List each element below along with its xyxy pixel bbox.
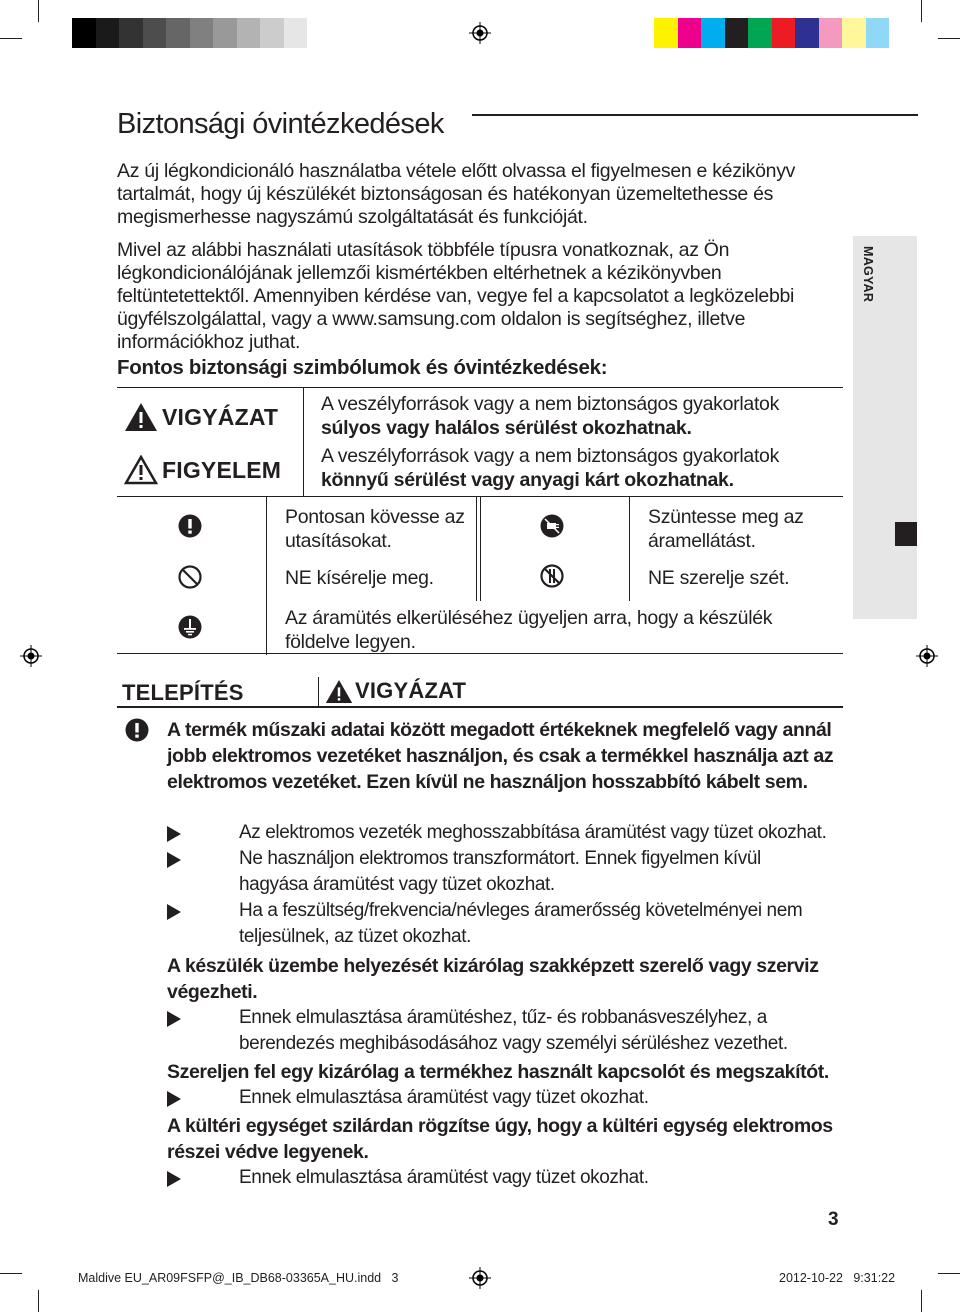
install-item-2: A készülék üzembe helyezését kizárólag szakképzett szerelő vagy szerviz végezheti. [167, 955, 819, 1003]
color-swatch [795, 18, 819, 48]
bullet-arrow-icon [167, 1091, 181, 1107]
side-tab-label: MAGYAR [861, 246, 875, 303]
table-divider [476, 497, 477, 601]
table-divider [303, 388, 304, 496]
crop-mark [938, 1273, 960, 1274]
bullet-arrow-icon [167, 904, 181, 920]
bullet-item: Az elektromos vezeték meghosszabbítása áramütést vagy tüzet okozhat. [167, 820, 847, 846]
crop-mark [938, 38, 960, 39]
crop-mark [921, 1290, 922, 1312]
section-rule [117, 706, 843, 708]
bullet-arrow-icon [167, 1011, 181, 1027]
crop-mark [921, 0, 922, 22]
mandatory-exclamation-icon [125, 718, 149, 742]
section-divider [318, 677, 319, 707]
bullet-item: Ennek elmulasztása áramütést vagy tüzet okozhat. [167, 1085, 847, 1111]
symbol-unplug-text: Szüntesse meg az áramellátást. [648, 506, 804, 552]
ground-icon [178, 615, 202, 639]
registration-mark-icon [469, 1267, 491, 1289]
page-title: Biztonsági óvintézkedések [117, 108, 444, 140]
install-item-3: Szereljen fel egy kizárólag a termékhez használt kapcsolót és megszakítót. [167, 1061, 829, 1083]
warning-text-vigyazat: A veszélyforrások vagy a nem biztonságos gyakorlatok súlyos vagy halálos sérülést okozhatnak. [321, 393, 780, 439]
registration-mark-icon [469, 22, 491, 44]
color-swatch [819, 18, 843, 48]
footer-date: 2012-10-22 9:31:22 [779, 1271, 896, 1285]
intro-paragraph-2: Mivel az alábbi használati utasítások többféle típusra vonatkoznak, az Ön légkondicionálójának jellemzői kismértékben eltérhetnek a kézikönyvben feltüntetettektől. Amennyiben kérdése van, vegye fel a kapcsolatot a legközelebbi ügyfélszolgálattal, vagy a www.samsung.com oldalon is segítséghez, illetve információkhoz juthat. [117, 239, 795, 353]
gray-swatch [284, 18, 308, 48]
bullet-arrow-icon [167, 826, 181, 842]
gray-swatch [213, 18, 237, 48]
gray-swatch [143, 18, 167, 48]
table-divider [629, 497, 630, 601]
crop-mark [0, 38, 22, 39]
side-tab-marker [895, 522, 917, 546]
registration-mark-icon [20, 645, 42, 667]
bullet-arrow-icon [167, 852, 181, 868]
title-rule [472, 114, 918, 116]
intro-text [117, 160, 827, 364]
color-swatch [748, 18, 772, 48]
symbol-no-disassemble-text: NE szerelje szét. [648, 567, 790, 589]
bullet-arrow-icon [167, 1171, 181, 1187]
gray-swatch [237, 18, 261, 48]
color-swatch [678, 18, 702, 48]
table-rule [117, 387, 843, 388]
bullet-item: Ennek elmulasztása áramütéshez, tűz- és robbanásveszélyhez, a berendezés meghibásodásához vagy személyi sérüléshez vezethet. [167, 1005, 847, 1057]
footer-file-info: Maldive EU_AR09FSFP@_IB_DB68-03365A_HU.indd 3 [78, 1271, 399, 1285]
install-section-title: TELEPÍTÉS [122, 680, 244, 705]
gray-swatch [96, 18, 120, 48]
install-warning-label: VIGYÁZAT [325, 678, 466, 704]
color-swatch [866, 18, 890, 48]
prohibited-icon [178, 565, 202, 589]
crop-mark [38, 1290, 39, 1312]
symbols-heading: Fontos biztonsági szimbólumok és óvintézkedések: [117, 356, 608, 379]
crop-mark [38, 0, 39, 22]
gray-swatch [119, 18, 143, 48]
symbol-dont-text: NE kísérelje meg. [285, 567, 434, 589]
gray-swatch [72, 18, 96, 48]
bullet-item: Ne használjon elektromos transzformátort. Ennek figyelmen kívül hagyása áramütést vagy tüzet okozhat. [167, 846, 847, 898]
gray-swatch [190, 18, 214, 48]
table-divider [266, 497, 267, 655]
warning-triangle-icon [124, 402, 158, 432]
gray-swatch [166, 18, 190, 48]
registration-mark-icon [916, 645, 938, 667]
bullet-item: Ha a feszültség/frekvencia/névleges áramerősség követelményei nem teljesülnek, az tüzet okozhat. [167, 898, 847, 950]
table-divider [480, 497, 481, 601]
unplug-icon [540, 514, 564, 538]
color-swatch [842, 18, 866, 48]
warning-label-figyelem: FIGYELEM [124, 455, 281, 485]
install-item-4: A kültéri egységet szilárdan rögzítse úgy, hogy a kültéri egység elektromos részei védve legyenek. [167, 1115, 833, 1163]
bullet-item: Ennek elmulasztása áramütést vagy tüzet okozhat. [167, 1165, 847, 1191]
symbol-follow-text: Pontosan kövesse az utasításokat. [285, 506, 465, 552]
warning-triangle-icon [325, 679, 353, 704]
gray-swatch [260, 18, 284, 48]
gray-color-bar [72, 18, 307, 48]
intro-paragraph-1: Az új légkondicionáló használatba vétele előtt olvassa el figyelmesen e kézikönyv tartalmát, hogy új készülékét biztonságosan és hatékonyan üzemeltethesse és megismerhesse nagyszámú szolgáltatását és funkcióját. [117, 160, 796, 228]
warning-label-vigyazat: VIGYÁZAT [124, 402, 278, 432]
warning-text-figyelem: A veszélyforrások vagy a nem biztonságos gyakorlatok könnyű sérülést vagy anyagi kárt okozhatnak. [321, 445, 780, 491]
mandatory-exclamation-icon [178, 514, 202, 538]
color-swatch-bar [654, 18, 889, 48]
color-swatch [725, 18, 749, 48]
page-number: 3 [828, 1209, 839, 1230]
color-swatch [772, 18, 796, 48]
install-item-1: A termék műszaki adatai között megadott értékeknek megfelelő vagy annál jobb elektromos vezetéket használjon, és csak a termékkel használja azt az elektromos vezetéket. Ezen kívül ne használjon hosszabbító kábelt sem. [167, 719, 834, 793]
crop-mark [0, 1273, 22, 1274]
no-disassemble-icon [540, 564, 564, 588]
color-swatch [654, 18, 678, 48]
symbol-ground-text: Az áramütés elkerüléséhez ügyeljen arra, hogy a készülék földelve legyen. [285, 607, 773, 653]
color-swatch [701, 18, 725, 48]
caution-triangle-icon [124, 455, 158, 485]
